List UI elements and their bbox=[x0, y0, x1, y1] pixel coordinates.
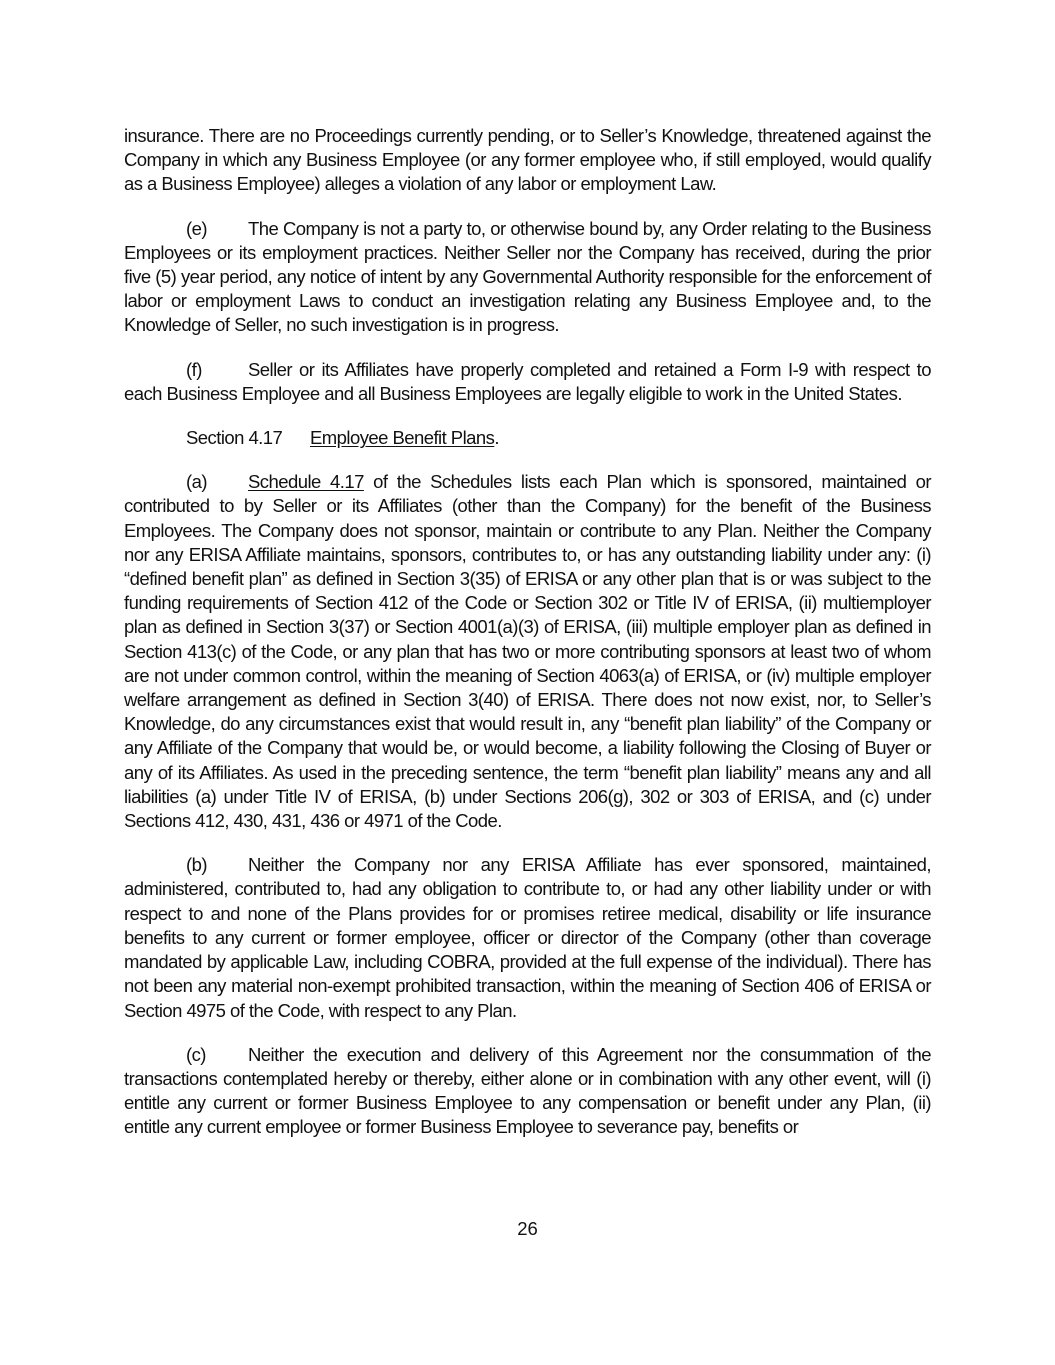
paragraph-c bbox=[124, 1043, 931, 1140]
section-number: Section 4.17 bbox=[186, 427, 283, 449]
paragraph-text: Neither the Company nor any ERISA Affiliate has ever sponsored, maintained, administered, contributed to, had any obligation to contribute to, or had any other liability under or with respect to and none of the Plans provides for or promises retiree medical, disability or life insurance benefits to any current or former employee, officer or director of the Company (other than coverage mandated by applicable Law, including COBRA, provided at the full expense of the individual). There has not been any material non-exempt prohibited transaction, within the meaning of Section 406 of ERISA or Section 4975 of the Code, with respect to any Plan. bbox=[124, 854, 931, 1021]
paragraph-marker: (f) bbox=[186, 358, 202, 380]
paragraph-a bbox=[124, 470, 931, 833]
paragraph-f bbox=[124, 358, 931, 406]
page-number: 26 bbox=[517, 1218, 538, 1239]
section-heading bbox=[124, 426, 931, 450]
paragraph-text: of the Schedules lists each Plan which is sponsored, maintained or contributed to by Seller or its Affiliates (other than the Company) for the benefit of the Business Employees. The Company does not sponsor, maintain or contribute to any Plan. Neither the Company nor any ERISA Affiliate maintains, sponsors, contributes to, or has any outstanding liability under any: (i) “defined benefit plan” as defined in Section 3(35) of ERISA or any other plan that is or was subject to the funding requirements of Section 412 of the Code or Section 302 or Title IV of ERISA, (ii) multiemployer plan as defined in Section 3(37) or Section 4001(a)(3) of ERISA, (iii) multiple employer plan as defined in Section 413(c) of the Code, or any plan that has two or more contributing sponsors at least two of whom are not under common control, within the meaning of Section 4063(a) of ERISA, or (iv) multiple employer welfare arrangement as defined in Section 3(40) of ERISA. There does not now exist, nor, to Seller’s Knowledge, do any circumstances exist that would result in, any “benefit plan liability” of the Company or any Affiliate of the Company that would be, or would become, a liability following the Closing of Buyer or any of its Affiliates. As used in the preceding sentence, the term “benefit plan liability” means any and all liabilities (a) under Title IV of ERISA, (b) under Sections 206(g), 302 or 303 of ERISA, and (c) under Sections 412, 430, 431, 436 or 4971 of the Code. bbox=[124, 471, 931, 832]
section-title-punct: . bbox=[494, 427, 499, 449]
paragraph-text: The Company is not a party to, or otherwise bound by, any Order relating to the Business Employees or its employment practices. Neither Seller nor the Company has received, during the prior five (5) year period, any notice of intent by any Governmental Authority responsible for the enforcement of labor or employment Laws to conduct an investigation relating any Business Employee and, to the Knowledge of Seller, no such investigation is in progress. bbox=[124, 217, 931, 336]
paragraph-marker: (b) bbox=[186, 854, 207, 876]
paragraph-text: insurance. There are no Proceedings currently pending, or to Seller’s Knowledge, threatened against the Company in which any Business Employee (or any former employee who, if still employed, would qualify as a Business Employee) alleges a violation of any labor or employment Law. bbox=[124, 125, 931, 195]
schedule-reference: Schedule 4.17 bbox=[248, 471, 364, 493]
document-page bbox=[124, 124, 931, 1160]
paragraph-marker: (c) bbox=[186, 1043, 206, 1065]
paragraph-text: Seller or its Affiliates have properly completed and retained a Form I-9 with respect to each Business Employee and all Business Employees are legally eligible to work in the United States. bbox=[124, 358, 931, 404]
paragraph-marker: (e) bbox=[186, 217, 207, 239]
section-title: Employee Benefit Plans bbox=[310, 427, 495, 449]
paragraph-continuation bbox=[124, 124, 931, 197]
paragraph-text: Neither the execution and delivery of this Agreement nor the consummation of the transactions contemplated hereby or thereby, either alone or in combination with any other event, will (i) entitle any current or former Business Employee to any compensation or benefit under any Plan, (ii) entitle any current employee or former Business Employee to severance pay, benefits or bbox=[124, 1043, 931, 1138]
paragraph-marker: (a) bbox=[186, 471, 207, 493]
paragraph-b bbox=[124, 853, 931, 1022]
paragraph-e bbox=[124, 217, 931, 338]
